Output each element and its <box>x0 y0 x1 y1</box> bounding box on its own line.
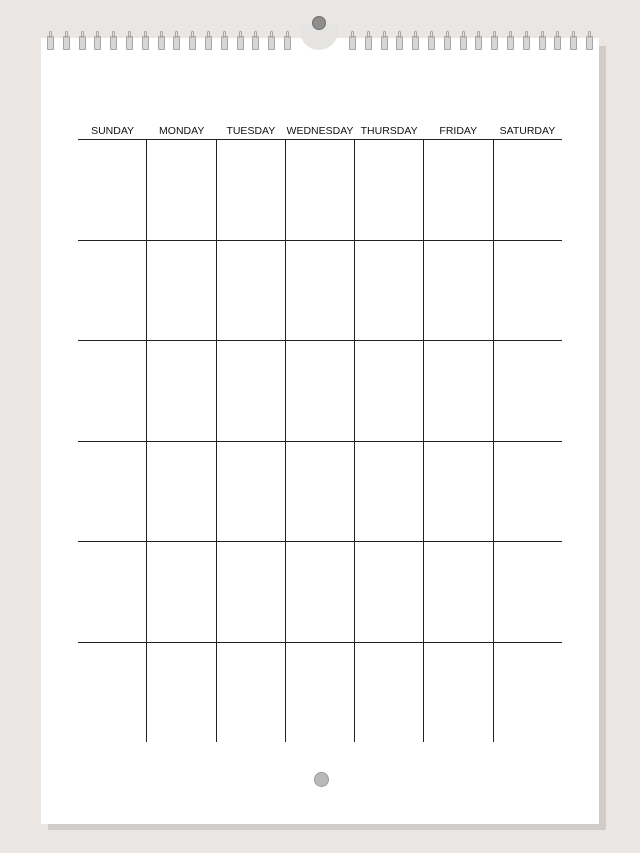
day-cell[interactable] <box>423 643 492 743</box>
binding-ring <box>523 36 530 50</box>
binding-ring <box>126 36 133 50</box>
binding-ring <box>221 36 228 50</box>
binding-ring <box>79 36 86 50</box>
day-cell[interactable] <box>285 442 354 542</box>
binding-ring <box>189 36 196 50</box>
day-cell[interactable] <box>354 643 423 743</box>
day-cell[interactable] <box>354 542 423 642</box>
binding-ring <box>381 36 388 50</box>
weekday-friday: FRIDAY <box>439 125 478 137</box>
week-row <box>78 542 562 643</box>
binding-ring <box>428 36 435 50</box>
binding-ring <box>268 36 275 50</box>
day-cell[interactable] <box>146 241 215 341</box>
punch-hole-icon <box>314 772 329 787</box>
day-cell[interactable] <box>285 341 354 441</box>
binding-ring <box>94 36 101 50</box>
binding-ring <box>205 36 212 50</box>
day-cell[interactable] <box>78 341 146 441</box>
day-cell[interactable] <box>216 442 285 542</box>
day-cell[interactable] <box>146 442 215 542</box>
binding-ring <box>284 36 291 50</box>
weekday-header <box>78 123 562 140</box>
day-cell[interactable] <box>423 341 492 441</box>
day-cell[interactable] <box>423 442 492 542</box>
day-cell[interactable] <box>146 542 215 642</box>
binding-ring <box>554 36 561 50</box>
week-row <box>78 140 562 241</box>
binding-ring <box>365 36 372 50</box>
day-cell[interactable] <box>493 241 562 341</box>
binding-ring <box>110 36 117 50</box>
week-row <box>78 442 562 543</box>
day-cell[interactable] <box>78 140 146 240</box>
day-cell[interactable] <box>423 542 492 642</box>
wall-nail-hanger-icon <box>312 16 326 30</box>
binding-ring <box>349 36 356 50</box>
calendar-grid <box>78 123 562 742</box>
binding-ring <box>237 36 244 50</box>
week-row <box>78 341 562 442</box>
day-cell[interactable] <box>354 442 423 542</box>
binding-ring <box>586 36 593 50</box>
binding-ring <box>63 36 70 50</box>
weekday-monday: MONDAY <box>159 125 205 137</box>
weekday-saturday: SATURDAY <box>499 125 556 137</box>
day-cell[interactable] <box>423 140 492 240</box>
binding-ring <box>444 36 451 50</box>
day-cell[interactable] <box>146 140 215 240</box>
binding-ring <box>491 36 498 50</box>
binding-ring <box>539 36 546 50</box>
weekday-wednesday: WEDNESDAY <box>286 125 354 137</box>
weekday-thursday: THURSDAY <box>360 125 418 137</box>
day-cell[interactable] <box>146 341 215 441</box>
day-cell[interactable] <box>493 140 562 240</box>
day-cell[interactable] <box>216 341 285 441</box>
day-cell[interactable] <box>493 341 562 441</box>
day-cell[interactable] <box>285 643 354 743</box>
binding-ring <box>47 36 54 50</box>
day-cell[interactable] <box>285 140 354 240</box>
day-cell[interactable] <box>216 643 285 743</box>
day-cell[interactable] <box>146 643 215 743</box>
binding-ring <box>460 36 467 50</box>
day-cell[interactable] <box>354 140 423 240</box>
binding-ring <box>142 36 149 50</box>
day-cell[interactable] <box>354 241 423 341</box>
day-cell[interactable] <box>78 542 146 642</box>
binding-ring <box>570 36 577 50</box>
week-rows <box>78 140 562 742</box>
day-cell[interactable] <box>78 442 146 542</box>
day-cell[interactable] <box>423 241 492 341</box>
weekday-tuesday: TUESDAY <box>226 125 276 137</box>
week-row <box>78 241 562 342</box>
binding-ring <box>396 36 403 50</box>
day-cell[interactable] <box>285 542 354 642</box>
wall-hanger <box>298 14 342 52</box>
binding-ring <box>252 36 259 50</box>
binding-ring <box>507 36 514 50</box>
day-cell[interactable] <box>216 542 285 642</box>
day-cell[interactable] <box>78 241 146 341</box>
day-cell[interactable] <box>216 140 285 240</box>
day-cell[interactable] <box>493 643 562 743</box>
binding-ring <box>475 36 482 50</box>
binding-ring <box>412 36 419 50</box>
day-cell[interactable] <box>285 241 354 341</box>
day-cell[interactable] <box>216 241 285 341</box>
binding-ring <box>158 36 165 50</box>
week-row <box>78 643 562 743</box>
day-cell[interactable] <box>493 442 562 542</box>
day-cell[interactable] <box>78 643 146 743</box>
day-cell[interactable] <box>354 341 423 441</box>
day-cell[interactable] <box>493 542 562 642</box>
weekday-sunday: SUNDAY <box>91 125 135 137</box>
binding-ring <box>173 36 180 50</box>
